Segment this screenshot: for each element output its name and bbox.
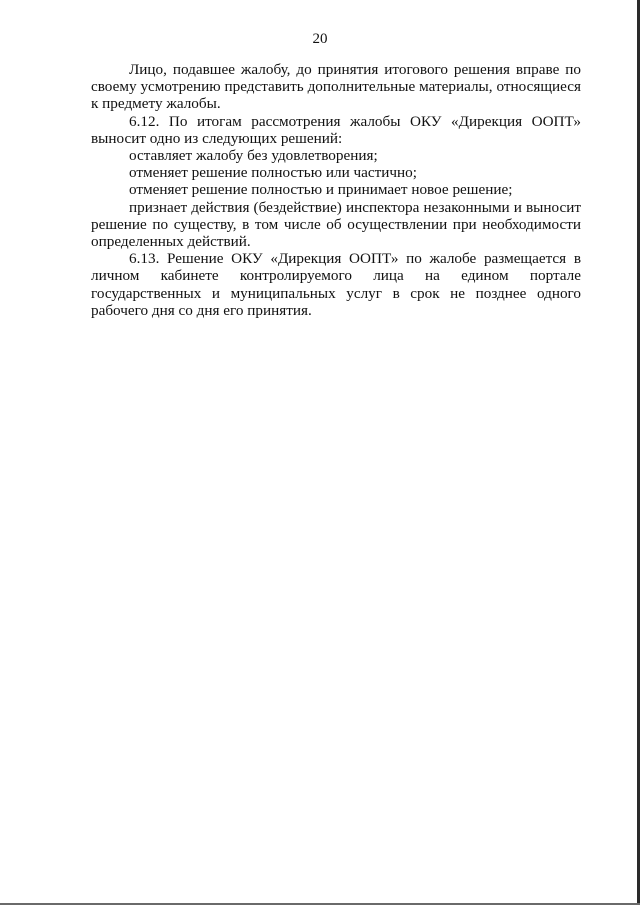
decision-option-unlawful: признает действия (бездействие) инспектора незаконными и выносит решение по существу, в том числе об осуществлении при необходимости определенных действий. <box>91 198 581 251</box>
decision-option-cancel-partial: отменяет решение полностью или частично; <box>129 164 417 182</box>
paragraph-materials: Лицо, подавшее жалобу, до принятия итогового решения вправе по своему усмотрению представить дополнительные материалы, относящиеся к предмету жалобы. <box>91 61 581 113</box>
paragraph-6-13: 6.13. Решение ОКУ «Дирекция ООПТ» по жалобе размещается в личном кабинете контролируемого лица на едином портале государственных и муниципальных услуг в срок не позднее одного рабочего дня со дня его принятия. <box>91 250 581 319</box>
page-number: 20 <box>312 31 328 47</box>
decision-option-cancel-new: отменяет решение полностью и принимает новое решение; <box>129 181 513 199</box>
decision-option-reject: оставляет жалобу без удовлетворения; <box>129 147 378 165</box>
paragraph-6-12: 6.12. По итогам рассмотрения жалобы ОКУ «Дирекция ООПТ» выносит одно из следующих решений: <box>91 112 581 147</box>
document-body <box>91 61 581 319</box>
